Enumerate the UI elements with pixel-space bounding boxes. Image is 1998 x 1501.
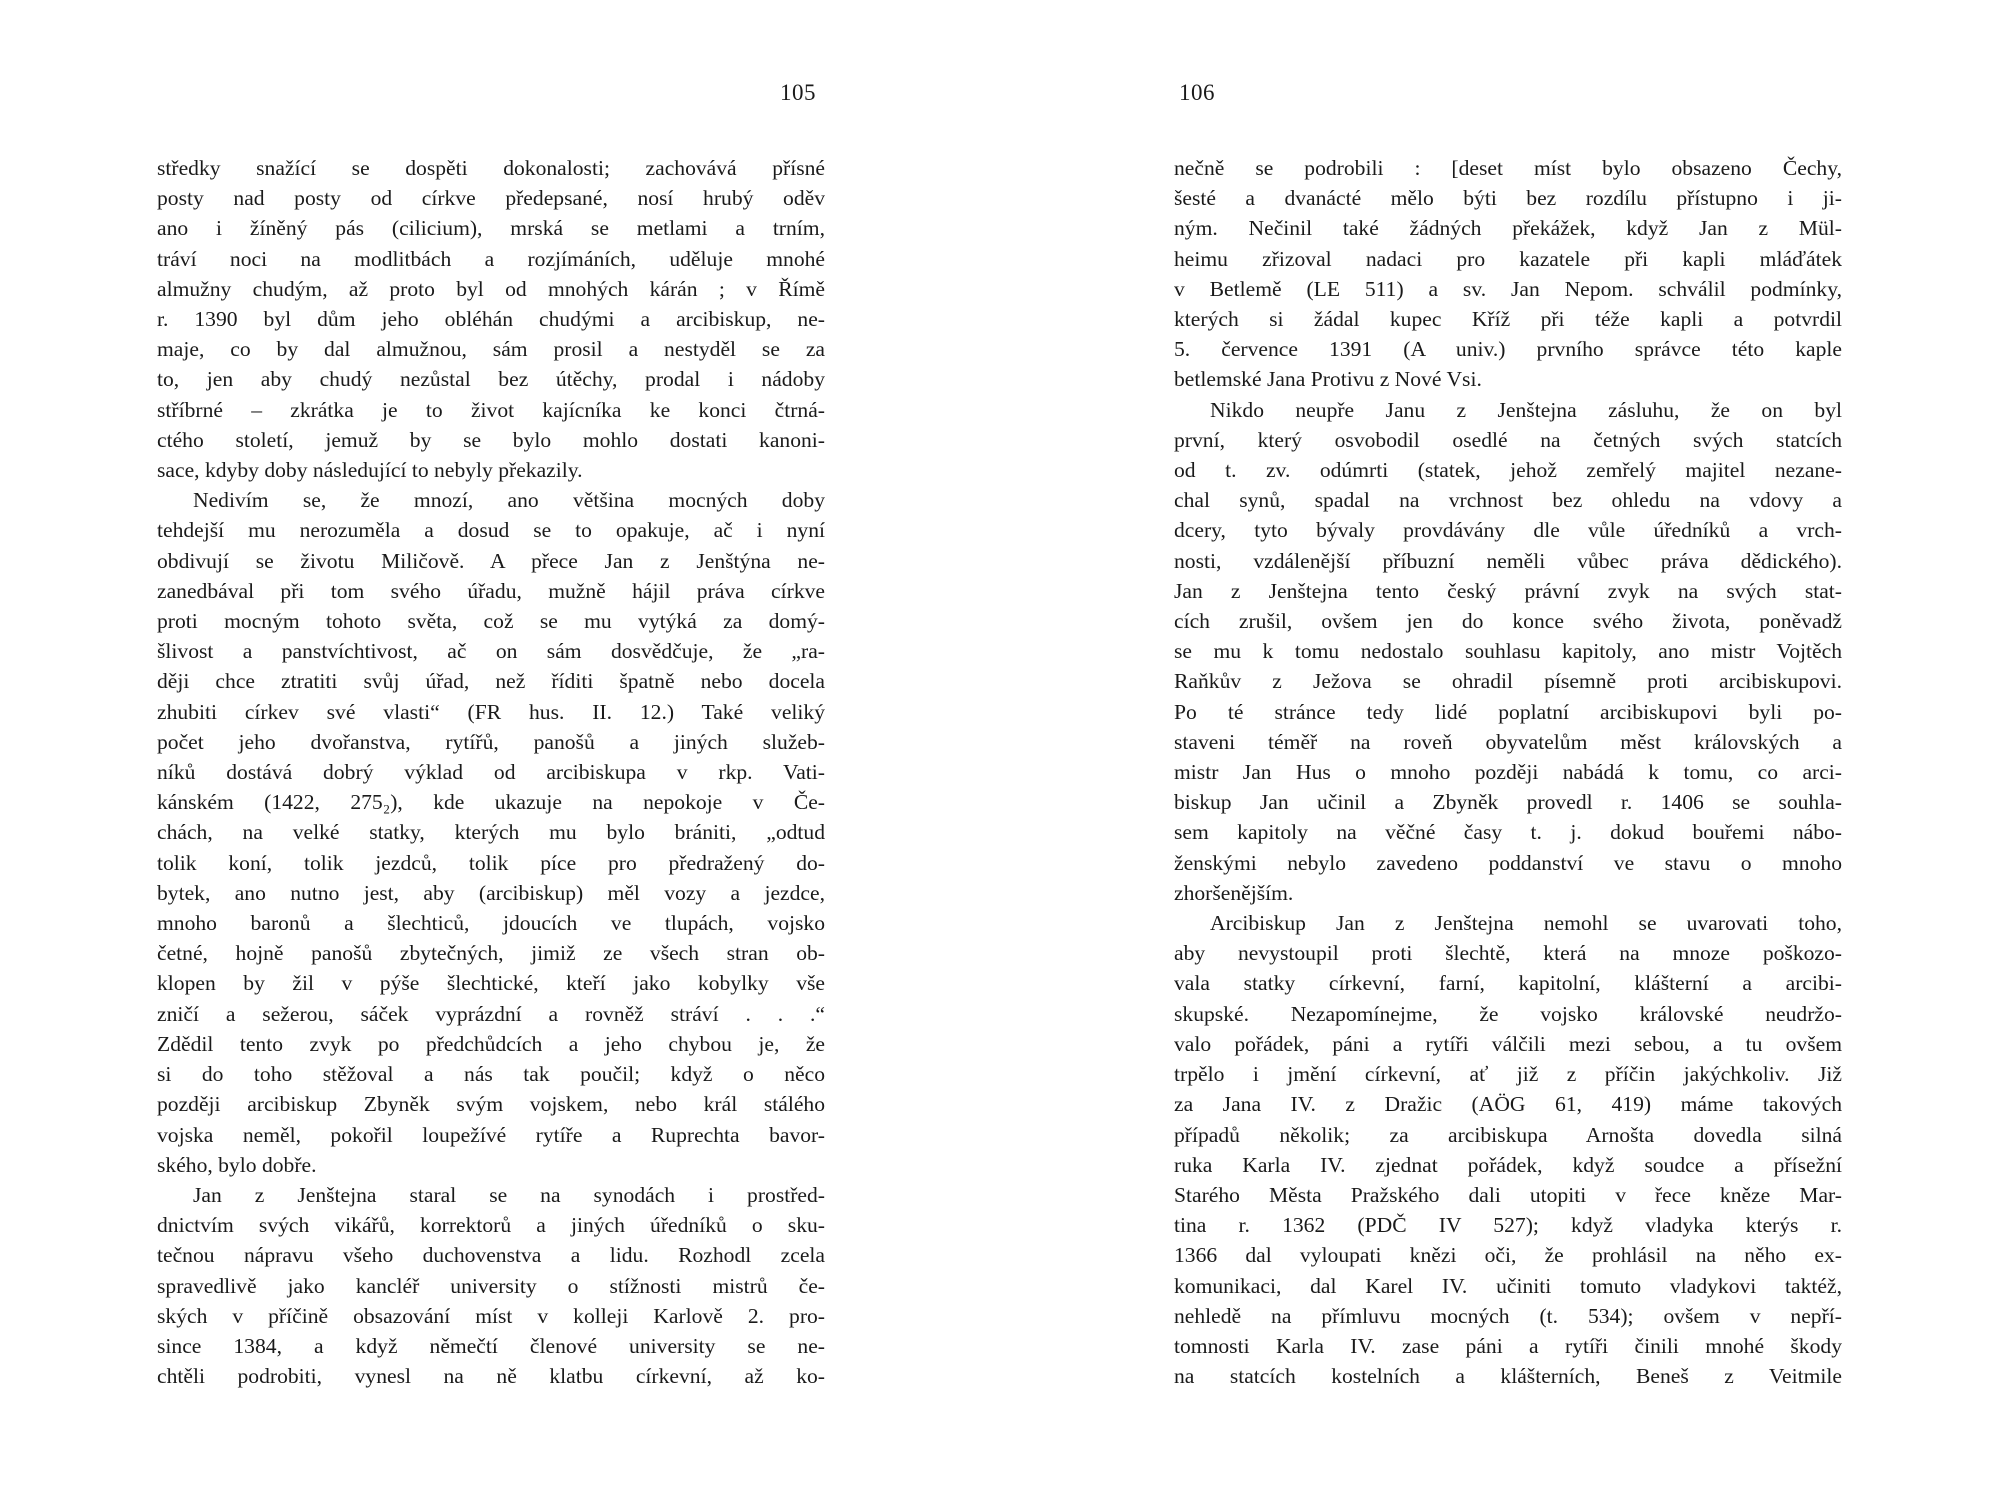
text-line: Nikdo neupře Janu z Jenštejna zásluhu, že on byl [1210,397,1842,422]
text-line: maje, co by dal almužnou, sám prosil a nestyděl se za [157,337,825,362]
text-line: tečnou nápravu všeho duchovenstva a lidu. Rozhodl zcela [157,1243,825,1268]
text-line: případů několik; za arcibiskupa Arnošta dovedla silná [1174,1122,1842,1147]
text-line: ských v příčině obsazování míst v kolleji Karlově 2. pro- [157,1303,825,1328]
text-line: zanedbával při tom svého úřadu, mužně hájil práva církve [157,578,825,603]
text-line: šlivost a panstvíchtivost, ač on sám dosvědčuje, že „ra- [157,639,825,664]
text-line: spravedlivě jako kancléř university o stížnosti mistrů če- [157,1273,825,1298]
text-line: zhubiti církev své vlasti“ (FR hus. II. 12.) Také veliký [157,699,825,724]
text-line: trpělo i jmění církevní, ať již z příčin jakýchkoliv. Již [1174,1062,1842,1087]
text-line: ano i žíněný pás (cilicium), mrská se metlami a trním, [157,216,825,241]
text-line: Starého Města Pražského dali utopiti v řece kněze Mar- [1174,1182,1842,1207]
text-line: první, který osvobodil osedlé na četných svých statcích [1174,427,1842,452]
text-line: posty nad posty od církve předepsané, nosí hrubý oděv [157,186,825,211]
text-line: ným. Nečinil také žádných překážek, když Jan z Mül- [1174,216,1842,241]
text-line: mnoho baronů a šlechticů, jdoucích ve tlupách, vojsko [157,911,825,936]
text-line: 5. července 1391 (A univ.) prvního správce této kaple [1174,337,1842,362]
text-line: mistr Jan Hus o mnoho později nabádá k tomu, co arci- [1174,760,1842,785]
text-line: r. 1390 byl dům jeho obléhán chudými a arcibiskup, ne- [157,307,825,332]
text-line: Po té stránce tedy lidé poplatní arcibiskupovi byli po- [1174,699,1842,724]
text-line: nečně se podrobili : [deset míst bylo obsazeno Čechy, [1174,156,1842,180]
right-page [999,0,1998,1501]
text-line: ctého století, jemuž by se bylo mohlo dostati kanoni- [157,427,825,452]
text-line: ději chce ztratiti svůj úřad, než říditi špatně nebo docela [157,669,825,694]
text-line: Zdědil tento zvyk po předchůdcích a jeho chybou je, že [157,1031,825,1056]
text-line: cích zrušil, ovšem jen do konce svého života, poněvadž [1174,609,1842,634]
text-line: staveni téměř na roveň obyvatelům měst královských a [1174,729,1842,754]
text-line: komunikaci, dal Karel IV. učiniti tomuto vladykovi taktéž, [1174,1273,1842,1298]
text-line: Jan z Jenštejna tento český právní zvyk na svých stat- [1174,578,1842,603]
page-number-right: 106 [1179,80,1215,105]
text-line: dnictvím svých vikářů, korrektorů a jiných úředníků o sku- [157,1213,825,1238]
page-number-left: 105 [780,80,816,105]
text-line: bytek, ano nutno jest, aby (arcibiskup) měl vozy a jezdce, [157,880,825,905]
text-line: středky snažící se dospěti dokonalosti; zachovává přísné [157,156,825,180]
text-line: četné, hojně panošů zbytečných, jimiž ze všech stran ob- [157,941,825,966]
text-line: almužny chudým, až proto byl od mnohých kárán ; v Římě [157,276,825,301]
text-line: v Betlemě (LE 511) a sv. Jan Nepom. schválil podmínky, [1174,276,1842,301]
text-line: později arcibiskup Zbyněk svým vojskem, nebo král stálého [157,1092,825,1117]
text-line: aby nevystoupil proti šlechtě, která na mnoze poškozo- [1174,941,1842,966]
text-line: počet jeho dvořanstva, rytířů, panošů a jiných služeb- [157,729,825,754]
text-line: heimu zřizoval nadaci pro kazatele při kapli mláďátek [1174,246,1842,271]
text-line: za Jana IV. z Dražic (AÖG 61, 419) máme takových [1174,1092,1842,1117]
text-line: zničí a sežerou, sáček vyprázdní a rovněž stráví . . .“ [157,1001,825,1026]
text-line: sace, kdyby doby následující to nebyly překazily. [157,458,583,483]
text-line: ruka Karla IV. zjednat pořádek, když soudce a přísežní [1174,1152,1842,1177]
text-line: Raňkův z Ježova se ohradil písemně proti arcibiskupovi. [1174,669,1842,694]
text-line: nehledě na přímluvu mocných (t. 534); ovšem v nepří- [1174,1303,1842,1328]
text-line: tina r. 1362 (PDČ IV 527); když vladyka kterýs r. [1174,1213,1842,1238]
text-line: obdivují se životu Miličově. A přece Jan z Jenštýna ne- [157,548,825,573]
text-line: vojska neměl, pokořil loupežívé rytíře a Ruprechta bavor- [157,1122,825,1147]
text-line: betlemské Jana Protivu z Nové Vsi. [1174,367,1482,392]
text-line: od t. zv. odúmrti (statek, jehož zemřelý majitel nezane- [1174,458,1842,483]
text-line: se mu k tomu nedostalo souhlasu kapitoly, ano mistr Vojtěch [1174,639,1842,664]
text-line: Arcibiskup Jan z Jenštejna nemohl se uvarovati toho, [1210,911,1842,936]
text-line: tehdejší mu nerozuměla a dosud se to opakuje, ač i nyní [157,518,825,543]
text-line: vala statky církevní, farní, kapitolní, klášterní a arcibi- [1174,971,1842,996]
text-line: skupské. Nezapomínejme, že vojsko královské neudržo- [1174,1001,1842,1026]
text-line: si do toho stěžoval a nás tak poučil; když o něco [157,1062,825,1087]
text-line: nosti, vzdálenější příbuzní neměli vůbec práva dědického). [1174,548,1842,573]
text-line: valo pořádek, páni a rytíři válčili mezi sebou, a tu ovšem [1174,1031,1842,1056]
text-line: na statcích kostelních a klášterních, Beneš z Veitmile [1174,1364,1842,1389]
text-line: níků dostává dobrý výklad od arcibiskupa v rkp. Vati- [157,760,825,785]
text-line: kterých si žádal kupec Kříž při téže kapli a potvrdil [1174,307,1842,332]
text-line: to, jen aby chudý nezůstal bez útěchy, prodal i nádoby [157,367,825,392]
text-line: sem kapitoly na věčné časy t. j. dokud bouřemi nábo- [1174,820,1842,845]
text-line: ského, bylo dobře. [157,1152,317,1177]
text-line: chách, na velké statky, kterých mu bylo brániti, „odtud [157,820,825,845]
text-line: biskup Jan učinil a Zbyněk provedl r. 1406 se souhla- [1174,790,1842,815]
text-line: tolik koní, tolik jezdců, tolik píce pro předražený do- [157,850,825,875]
text-line: tráví noci na modlitbách a rozjímáních, uděluje mnohé [157,246,825,271]
text-line: kánském (1422, 275₂), kde ukazuje na nepokoje v Če- [157,790,825,815]
text-line: klopen by žil v pýše šlechtické, kteří jako kobylky vše [157,971,825,996]
text-line: stříbrné – zkrátka je to život kajícníka ke konci čtrná- [157,397,825,422]
text-line: tomnosti Karla IV. zase páni a rytíři činili mnohé škody [1174,1333,1842,1358]
text-line: Jan z Jenštejna staral se na synodách i prostřed- [193,1182,825,1207]
text-line: chtěli podrobiti, vynesl na ně klatbu církevní, až ko- [157,1364,825,1389]
text-line: ženskými nebylo zavedeno poddanství ve stavu o mnoho [1174,850,1842,875]
text-line: Nedivím se, že mnozí, ano většina mocných doby [193,488,825,513]
text-line: zhoršenějším. [1174,880,1294,905]
text-line: šesté a dvanácté mělo býti bez rozdílu přístupno i ji- [1174,186,1842,211]
text-line: since 1384, a když němečtí členové university se ne- [157,1333,825,1358]
text-line: proti mocným tohoto světa, což se mu vytýká za domý- [157,609,825,634]
right-page-text [1174,153,1842,1391]
text-line: chal synů, spadal na vrchnost bez ohledu na vdovy a [1174,488,1842,513]
text-line: dcery, tyto bývaly provdávány dle vůle úředníků a vrch- [1174,518,1842,543]
left-page-text [157,153,825,1391]
text-line: 1366 dal vyloupati knězi oči, že prohlásil na něho ex- [1174,1243,1842,1268]
